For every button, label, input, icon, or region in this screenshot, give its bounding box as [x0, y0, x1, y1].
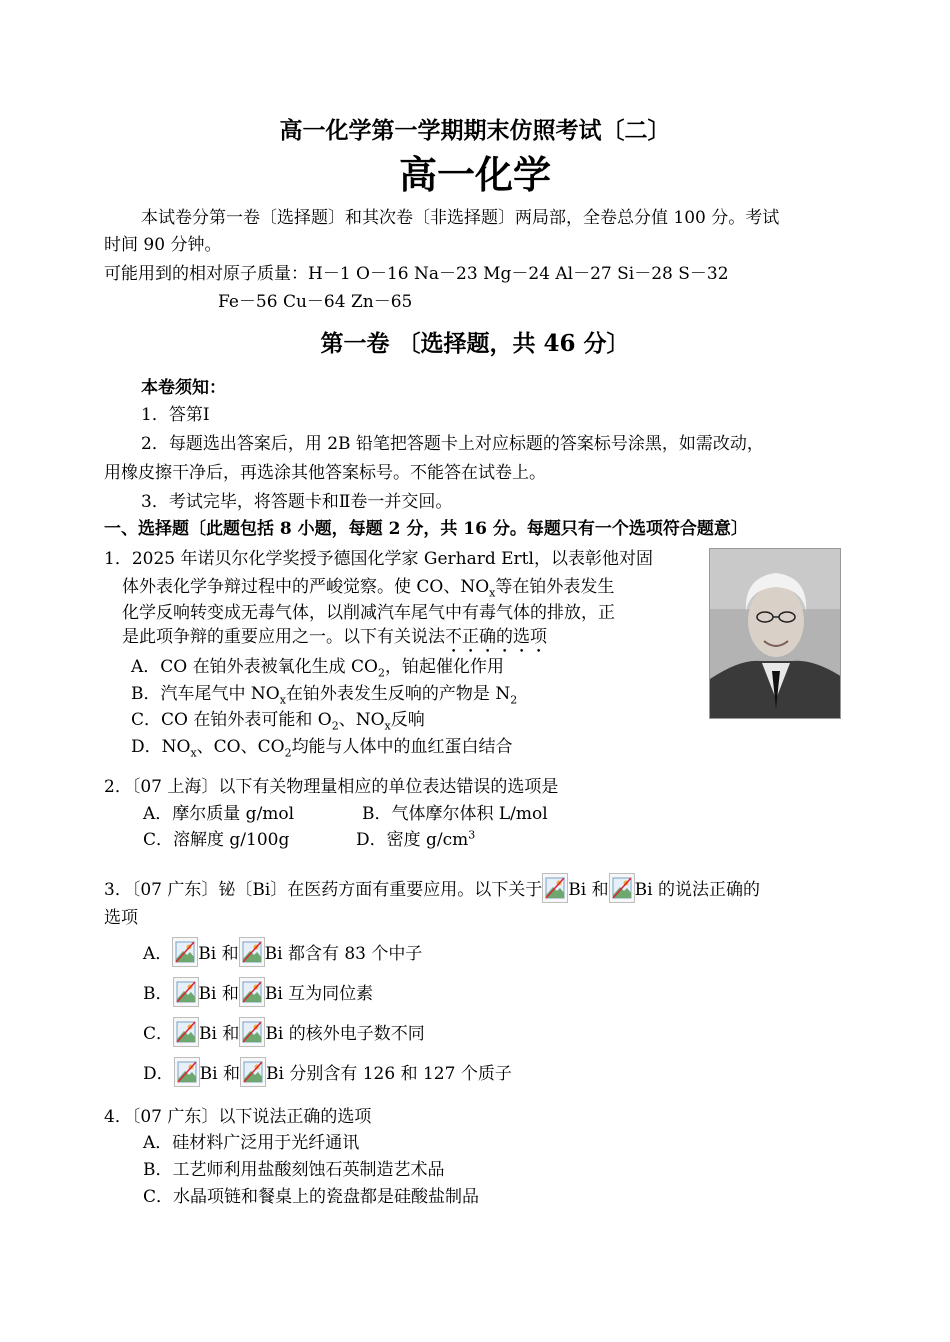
q1-line-2: 体外表化学争辩过程中的严峻觉察。使 CO、$NO_x$等在铂外表发生: [122, 577, 615, 600]
q4-stem: 4．〔07 广东〕以下说法正确的选项: [104, 1107, 372, 1127]
broken-image-icon: [172, 937, 198, 967]
broken-image-icon: [173, 977, 199, 1007]
broken-image-icon: [239, 977, 265, 1007]
exam-subtitle: 高一化学: [398, 152, 551, 197]
q3-option-d: D． Bi 和 Bi 分别含有 126 和 127 个质子: [143, 1057, 512, 1087]
broken-image-icon: [239, 937, 265, 967]
atomic-masses-line-1: 可能用到的相对原子质量：H－1 O－16 Na－23 Mg－24 Al－27 Si－28 S－32: [104, 264, 729, 284]
exam-title: 高一化学第一学期期末仿照考试〔二〕: [279, 117, 671, 144]
portrait-illustration: [710, 549, 841, 719]
q2-option-a: A．摩尔质量 g/mol: [143, 804, 295, 824]
q1-option-c: C．CO 在铂外表可能和 $O_2$、$NO_x$反响: [131, 710, 425, 733]
broken-image-icon: [240, 1057, 266, 1087]
section-title: 第一卷 〔选择题，共 46 分〕: [320, 330, 630, 357]
notice-title: 本卷须知：: [141, 378, 226, 398]
q1-option-a: A．CO 在铂外表被氧化生成 $CO_2$，铂起催化作用: [131, 657, 504, 680]
intro-line-2: 时间 90 分钟。: [104, 235, 222, 255]
notice-item-3: 3．考试完毕，将答题卡和Ⅱ卷一并交回。: [141, 492, 453, 512]
q2-stem: 2．〔07 上海〕以下有关物理量相应的单位表达错误的选项是: [104, 777, 559, 797]
broken-image-icon: [174, 1057, 200, 1087]
broken-image-icon: [542, 873, 568, 903]
q2-option-b: B．气体摩尔体积 L/mol: [362, 804, 548, 824]
emphasized-text: 不正确的选项: [445, 627, 547, 647]
notice-item-1: 1．答第Ⅰ: [141, 405, 210, 425]
q4-option-c: C．水晶项链和餐桌上的瓷盘都是硅酸盐制品: [143, 1187, 480, 1207]
q3-option-c: C． Bi 和 Bi 的核外电子数不同: [143, 1017, 425, 1047]
atomic-masses-line-2: Fe－56 Cu－64 Zn－65: [218, 292, 413, 312]
q1-line-3: 化学反响转变成无毒气体，以削减汽车尾气中有毒气体的排放，正: [122, 603, 615, 623]
q1-line-1: 1．2025 年诺贝尔化学奖授予德国化学家 Gerhard Ertl，以表彰他对固: [104, 549, 653, 569]
q1-option-b: B．汽车尾气中 $NO_x$在铂外表发生反响的产物是 $N_2$: [131, 684, 518, 707]
notice-item-2-line-1: 2．每题选出答案后，用 2B 铅笔把答题卡上对应标题的答案标号涂黑，如需改动，: [141, 434, 764, 454]
q3-option-b: B． Bi 和 Bi 互为同位素: [143, 977, 373, 1007]
broken-image-icon: [609, 873, 635, 903]
q2-option-d: D．密度 $g/cm^3$: [356, 828, 476, 850]
q3-stem: 3．〔07 广东〕铋〔Bi〕在医药方面有重要应用。以下关于 Bi 和 Bi 的说法正确的: [104, 873, 760, 903]
q4-option-a: A．硅材料广泛用于光纤通讯: [143, 1133, 360, 1153]
broken-image-icon: [173, 1017, 199, 1047]
q3-option-a: A． Bi 和 Bi 都含有 83 个中子: [143, 937, 422, 967]
q3-stem-line-2: 选项: [104, 908, 138, 928]
intro-line-1: 本试卷分第一卷〔选择题〕和其次卷〔非选择题〕两局部，全卷总分值 100 分。考试: [141, 208, 780, 228]
q2-option-c: C．溶解度 g/100g: [143, 830, 290, 850]
scientist-portrait: [709, 548, 841, 719]
q1-line-4: 是此项争辩的重要应用之一。以下有关说法不正确的选项: [122, 627, 547, 647]
part1-heading: 一、选择题〔此题包括 8 小题，每题 2 分，共 16 分。每题只有一个选项符合题意〕: [104, 519, 748, 539]
broken-image-icon: [239, 1017, 265, 1047]
q4-option-b: B．工艺师利用盐酸刻蚀石英制造艺术品: [143, 1160, 445, 1180]
q1-option-d: D．$NO_x$、CO、$CO_2$均能与人体中的血红蛋白结合: [131, 737, 513, 760]
notice-item-2-line-2: 用橡皮擦干净后，再选涂其他答案标号。不能答在试卷上。: [104, 463, 546, 483]
